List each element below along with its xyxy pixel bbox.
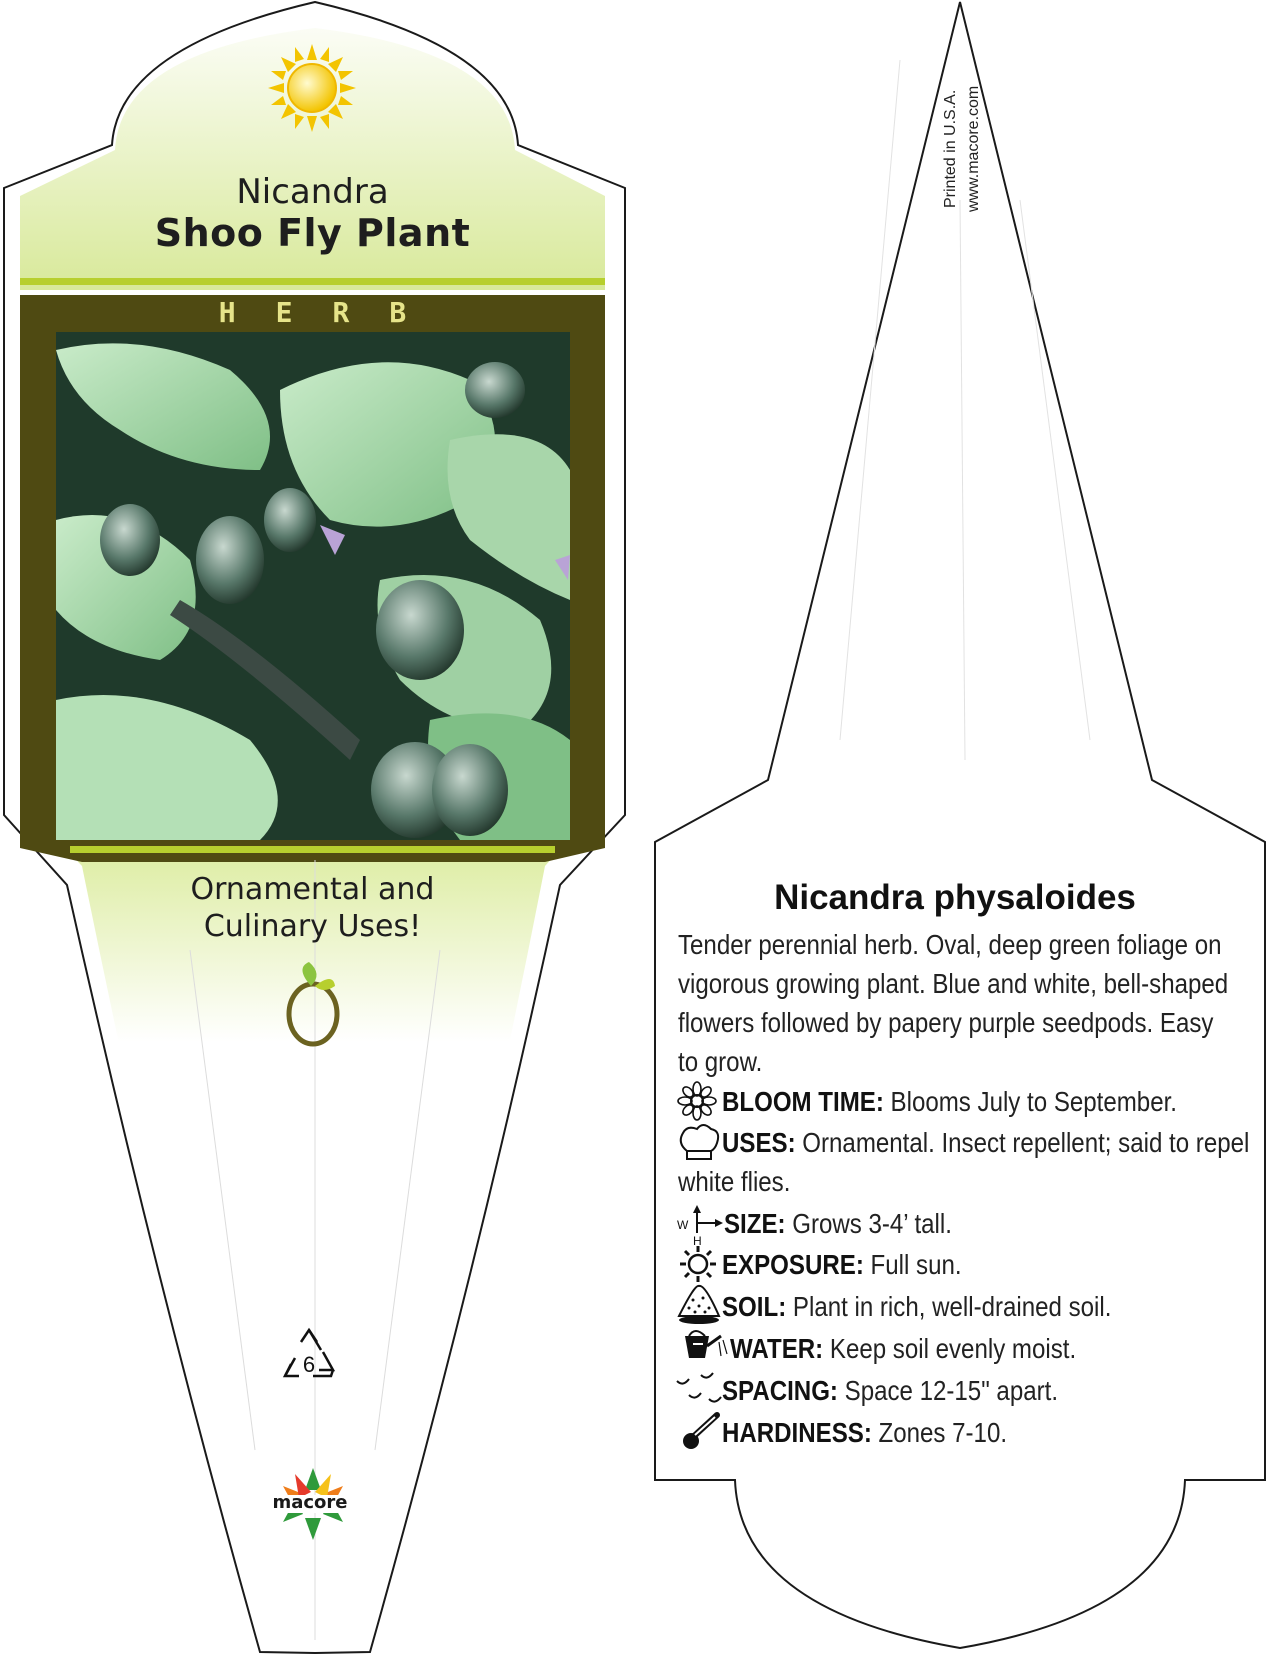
spacing-icon — [677, 1373, 721, 1402]
spec-value: Zones 7-10. — [871, 1417, 1008, 1448]
common-name: Shoo Fly Plant — [154, 211, 471, 255]
spec-label: SPACING: — [722, 1375, 838, 1406]
spec-exposure — [722, 1245, 1277, 1284]
spec-value: Keep soil evenly moist. — [823, 1333, 1077, 1364]
spec-size — [724, 1204, 1277, 1243]
spec-value: Blooms July to September. — [883, 1086, 1177, 1117]
spec-uses-continued: white flies. — [678, 1166, 791, 1197]
watering-can-icon — [685, 1331, 727, 1358]
flower-icon — [678, 1082, 716, 1120]
spec-value: Full sun. — [863, 1249, 962, 1280]
genus-name: Nicandra — [236, 172, 389, 212]
spec-label: EXPOSURE: — [722, 1249, 864, 1280]
spec-label: HARDINESS: — [722, 1417, 872, 1448]
botanical-name: Nicandra physaloides — [774, 878, 1136, 917]
spec-water — [730, 1329, 1277, 1368]
printed-in-usa: Printed in U.S.A. — [942, 89, 959, 208]
size-icon — [677, 1205, 723, 1248]
soil-icon — [679, 1286, 719, 1324]
plant-description: Tender perennial herb. Oval, deep green foliage on vigorous growing plant. Blue and white, bell-shaped flowers followed by papery purple seedpods. Easy to grow. — [678, 929, 1229, 1077]
spec-bloom-time — [722, 1082, 1277, 1121]
chef-hat-icon — [681, 1125, 718, 1159]
tagline-line-1: Ornamental and — [190, 872, 435, 907]
spec-uses — [722, 1123, 1277, 1162]
svg-text:W: W — [677, 1218, 689, 1232]
spec-value: Grows 3-4’ tall. — [785, 1208, 952, 1239]
plant-photo — [56, 332, 570, 840]
spec-label: SIZE: — [724, 1208, 786, 1239]
thermometer-icon — [683, 1415, 717, 1449]
tagline-line-2: Culinary Uses! — [203, 909, 422, 944]
spec-label: WATER: — [730, 1333, 824, 1364]
brand-name: macore — [272, 1492, 348, 1513]
recycle-number: 6 — [302, 1352, 316, 1377]
category-label: HERB — [218, 296, 447, 329]
tagline — [120, 871, 505, 945]
website-url: www.macore.com — [965, 85, 982, 212]
spec-value: Plant in rich, well-drained soil. — [786, 1291, 1112, 1322]
sun-icon — [268, 44, 356, 132]
sun-outline-icon — [680, 1246, 716, 1282]
spec-label: BLOOM TIME: — [722, 1086, 884, 1117]
spec-soil — [722, 1287, 1277, 1326]
spec-label: USES: — [722, 1127, 796, 1158]
spec-value: Ornamental. Insect repellent; said to repel — [795, 1127, 1250, 1158]
spec-label: SOIL: — [722, 1291, 787, 1322]
spec-spacing — [722, 1371, 1277, 1410]
spec-hardiness — [722, 1413, 1277, 1452]
spec-value: Space 12-15" apart. — [837, 1375, 1059, 1406]
svg-text:H: H — [693, 1234, 702, 1248]
